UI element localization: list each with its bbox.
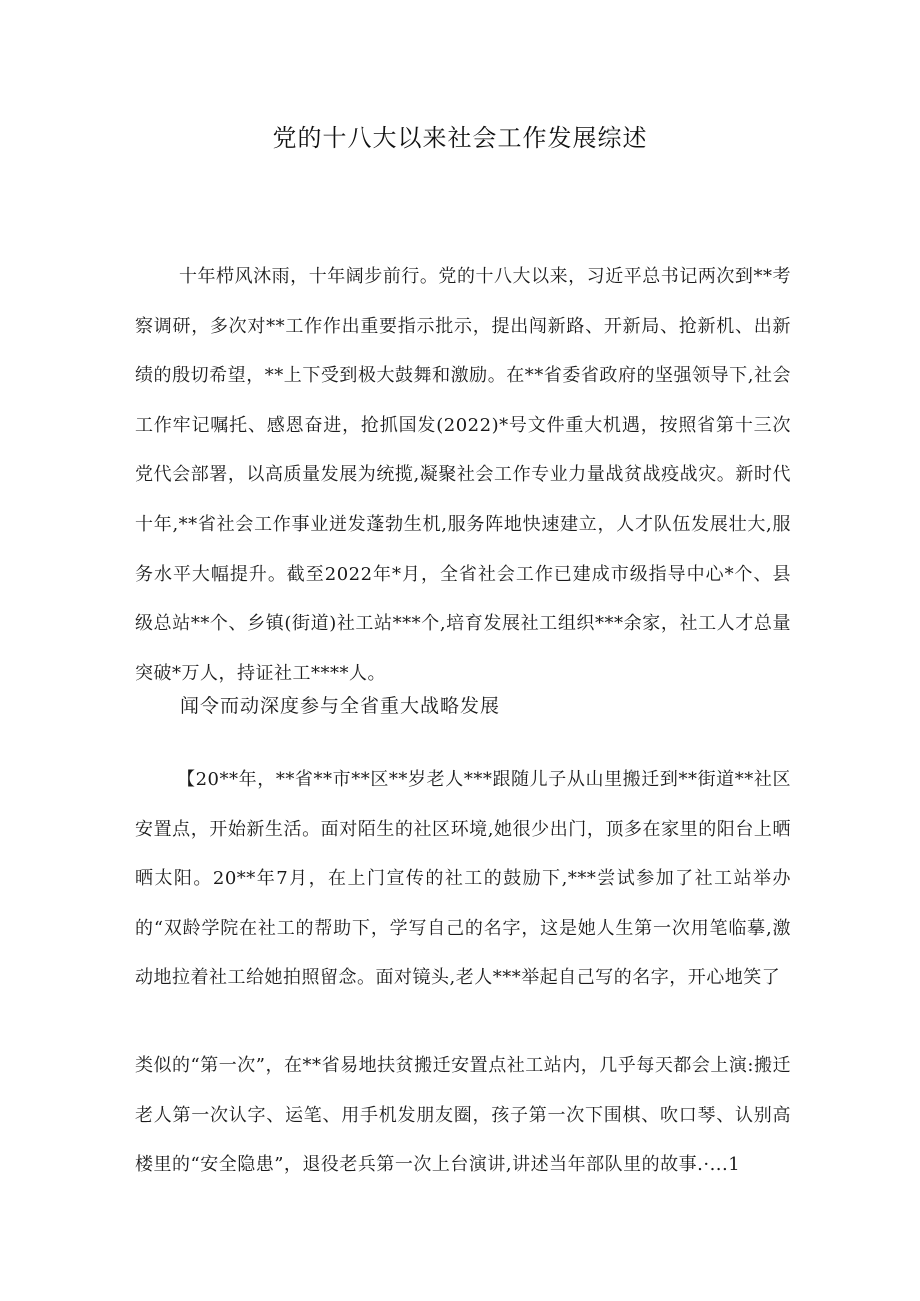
similar-firsts-paragraph: 类似的“第一次”，在**省易地扶贫搬迁安置点社工站内，几乎每天都会上演:搬迁老人第一次认字、运笔、用手机发朋友圈，孩子第一次下围棋、吹口琴、认别高楼里的“安全隐患”，退役老兵第一次上台演讲,讲述当年部队里的故事.·...1 bbox=[135, 1055, 791, 1176]
story-paragraph: 【20**年，**省**市**区**岁老人***跟随儿子从山里搬迁到**街道**社区安置点，开始新生活。面对陌生的社区环境,她很少出门，顶多在家里的阳台上晒晒太阳。20**年7月，在上门宣传的社工的鼓励下,***尝试参加了社工站举办的“双龄学院在社工的帮助下，学写自己的名字，这是她人生第一次用笔临摹,激动地拉着社工给她拍照留念。面对镜头,老人***举起自己写的名字，开心地笑了 bbox=[135, 769, 791, 989]
section-heading: 闻令而动深度参与全省重大战略发展 bbox=[180, 695, 501, 717]
document-title: 党的十八大以来社会工作发展综述 bbox=[272, 124, 648, 152]
intro-paragraph: 十年栉风沐雨，十年阔步前行。党的十八大以来，习近平总书记两次到**考察调研，多次对**工作作出重要指示批示，提出闯新路、开新局、抢新机、出新绩的殷切希望，**上下受到极大鼓舞和激励。在**省委省政府的坚强领导下,社会工作牢记嘱托、感恩奋进，抢抓国发(2022)*号文件重大机遇，按照省第十三次党代会部署，以高质量发展为统揽,凝聚社会工作专业力量战贫战疫战灾。新时代十年,**省社会工作事业迸发蓬勃生机,服务阵地快速建立，人才队伍发展壮大,服务水平大幅提升。截至2022年*月，全省社会工作已建成市级指导中心*个、县级总站**个、乡镇(街道)社工站***个,培育发展社工组织***余家，社工人才总量突破*万人，持证社工****人。 bbox=[135, 266, 791, 684]
